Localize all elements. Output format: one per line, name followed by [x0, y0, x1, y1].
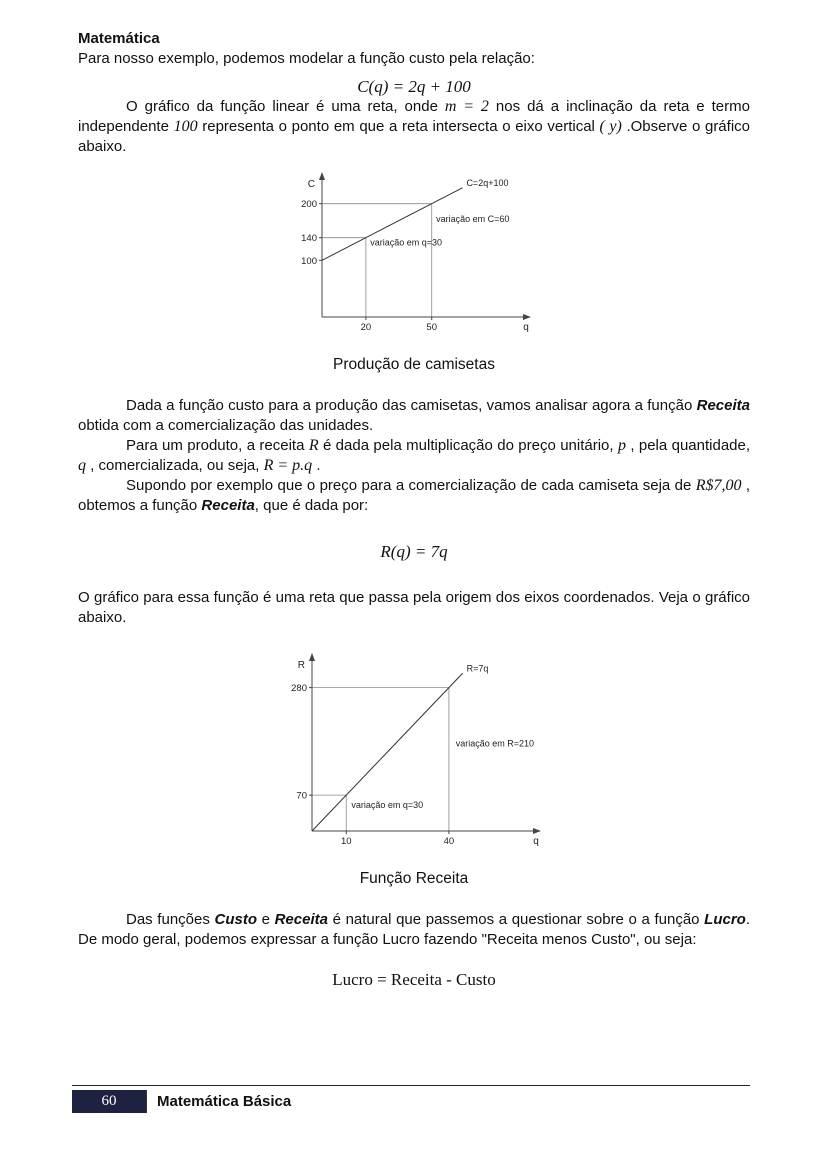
bold-run: Receita [696, 397, 750, 414]
lucro-formula: Lucro = Receita - Custo [332, 970, 496, 989]
text-run: e [256, 911, 275, 928]
text-run: . De modo geral, podemos expressar a função Lucro fazendo "Receita menos Custo", ou seja: [78, 911, 750, 948]
paragraph-linear-graph [78, 97, 750, 157]
svg-text:140: 140 [301, 233, 317, 245]
bold-run: Lucro [704, 911, 746, 928]
math-run: p [617, 437, 626, 454]
paragraph-lucro-intro [78, 910, 750, 950]
bold-run: Receita [274, 911, 328, 928]
text-run: Supondo por exemplo que o preço para a comercialização de cada camiseta seja de [126, 477, 696, 494]
footer-row [72, 1090, 750, 1113]
cost-chart [284, 169, 544, 341]
svg-text:variação em C=60: variação em C=60 [436, 213, 510, 224]
bold-run: Custo [214, 911, 257, 928]
text-run: O gráfico da função linear é uma reta, onde [126, 98, 445, 115]
svg-text:variação em q=30: variação em q=30 [351, 799, 424, 810]
revenue-chart-caption: Função Receita [359, 870, 469, 887]
svg-text:q: q [533, 836, 539, 847]
page-number-badge: 60 [72, 1090, 146, 1113]
svg-text:40: 40 [443, 836, 455, 847]
cost-chart-figure [78, 169, 750, 374]
svg-text:20: 20 [360, 322, 372, 333]
text-run: Das funções [126, 911, 215, 928]
text-run: .Observe o gráfico abaixo. [78, 118, 750, 155]
paragraph-preco-exemplo [78, 476, 750, 516]
svg-text:q: q [523, 322, 529, 333]
paragraph-receita-definition [78, 436, 750, 476]
text-run: nos dá a inclinação da reta e termo independente [78, 98, 750, 135]
text-run: . [312, 457, 321, 474]
svg-text:280: 280 [291, 683, 307, 695]
revenue-chart [274, 650, 554, 855]
svg-text:C: C [307, 179, 315, 190]
svg-text:50: 50 [426, 322, 438, 333]
math-run: R$7,00 [695, 477, 742, 494]
text-run: é dada pela multiplicação do preço unitário, [318, 437, 618, 454]
math-run: R = p.q [263, 457, 313, 474]
footer-book-title: Matemática Básica [146, 1090, 301, 1113]
svg-text:10: 10 [340, 836, 352, 847]
svg-text:variação em q=30: variação em q=30 [370, 237, 443, 248]
math-run: q [78, 457, 86, 474]
paragraph-intro: Para nosso exemplo, podemos modelar a função custo pela relação: [78, 50, 535, 67]
page-title: Matemática [78, 30, 160, 47]
text-run: é natural que passemos a questionar sobre o a função [327, 911, 705, 928]
svg-text:200: 200 [301, 199, 317, 211]
math-run: R [308, 437, 319, 454]
svg-text:R: R [297, 660, 305, 671]
cost-chart-caption: Produção de camisetas [333, 356, 495, 373]
math-run: ( y) [599, 118, 622, 135]
svg-text:R=7q: R=7q [466, 663, 489, 674]
text-run: Para um produto, a receita [126, 437, 309, 454]
page-footer [72, 1085, 750, 1113]
text-run: , comercializada, ou seja, [86, 457, 264, 474]
svg-text:100: 100 [301, 255, 317, 267]
revenue-chart-figure [78, 650, 750, 888]
revenue-formula: R(q) = 7q [380, 542, 448, 561]
svg-text:70: 70 [296, 790, 307, 802]
cost-formula: C(q) = 2q + 100 [357, 77, 471, 96]
math-run: 100 [173, 118, 198, 135]
paragraph-receita-intro [78, 396, 750, 436]
svg-text:variação em R=210: variação em R=210 [455, 738, 535, 749]
text-run: Dada a função custo para a produção das camisetas, vamos analisar agora a função [126, 397, 697, 414]
text-run: representa o ponto em que a reta intersecta o eixo vertical [197, 118, 600, 135]
svg-text:C=2q+100: C=2q+100 [466, 177, 509, 188]
text-run: , obtemos a função [78, 477, 750, 514]
math-run: m = 2 [444, 98, 489, 115]
text-run: , que é dada por: [254, 497, 369, 514]
text-run: , pela quantidade, [625, 437, 751, 454]
paragraph-revenue-graph: O gráfico para essa função é uma reta que passa pela origem dos eixos coordenados. Veja o gráfico abaixo. [78, 589, 750, 626]
text-run: obtida com a comercialização das unidades. [78, 417, 374, 434]
bold-run: Receita [201, 497, 255, 514]
